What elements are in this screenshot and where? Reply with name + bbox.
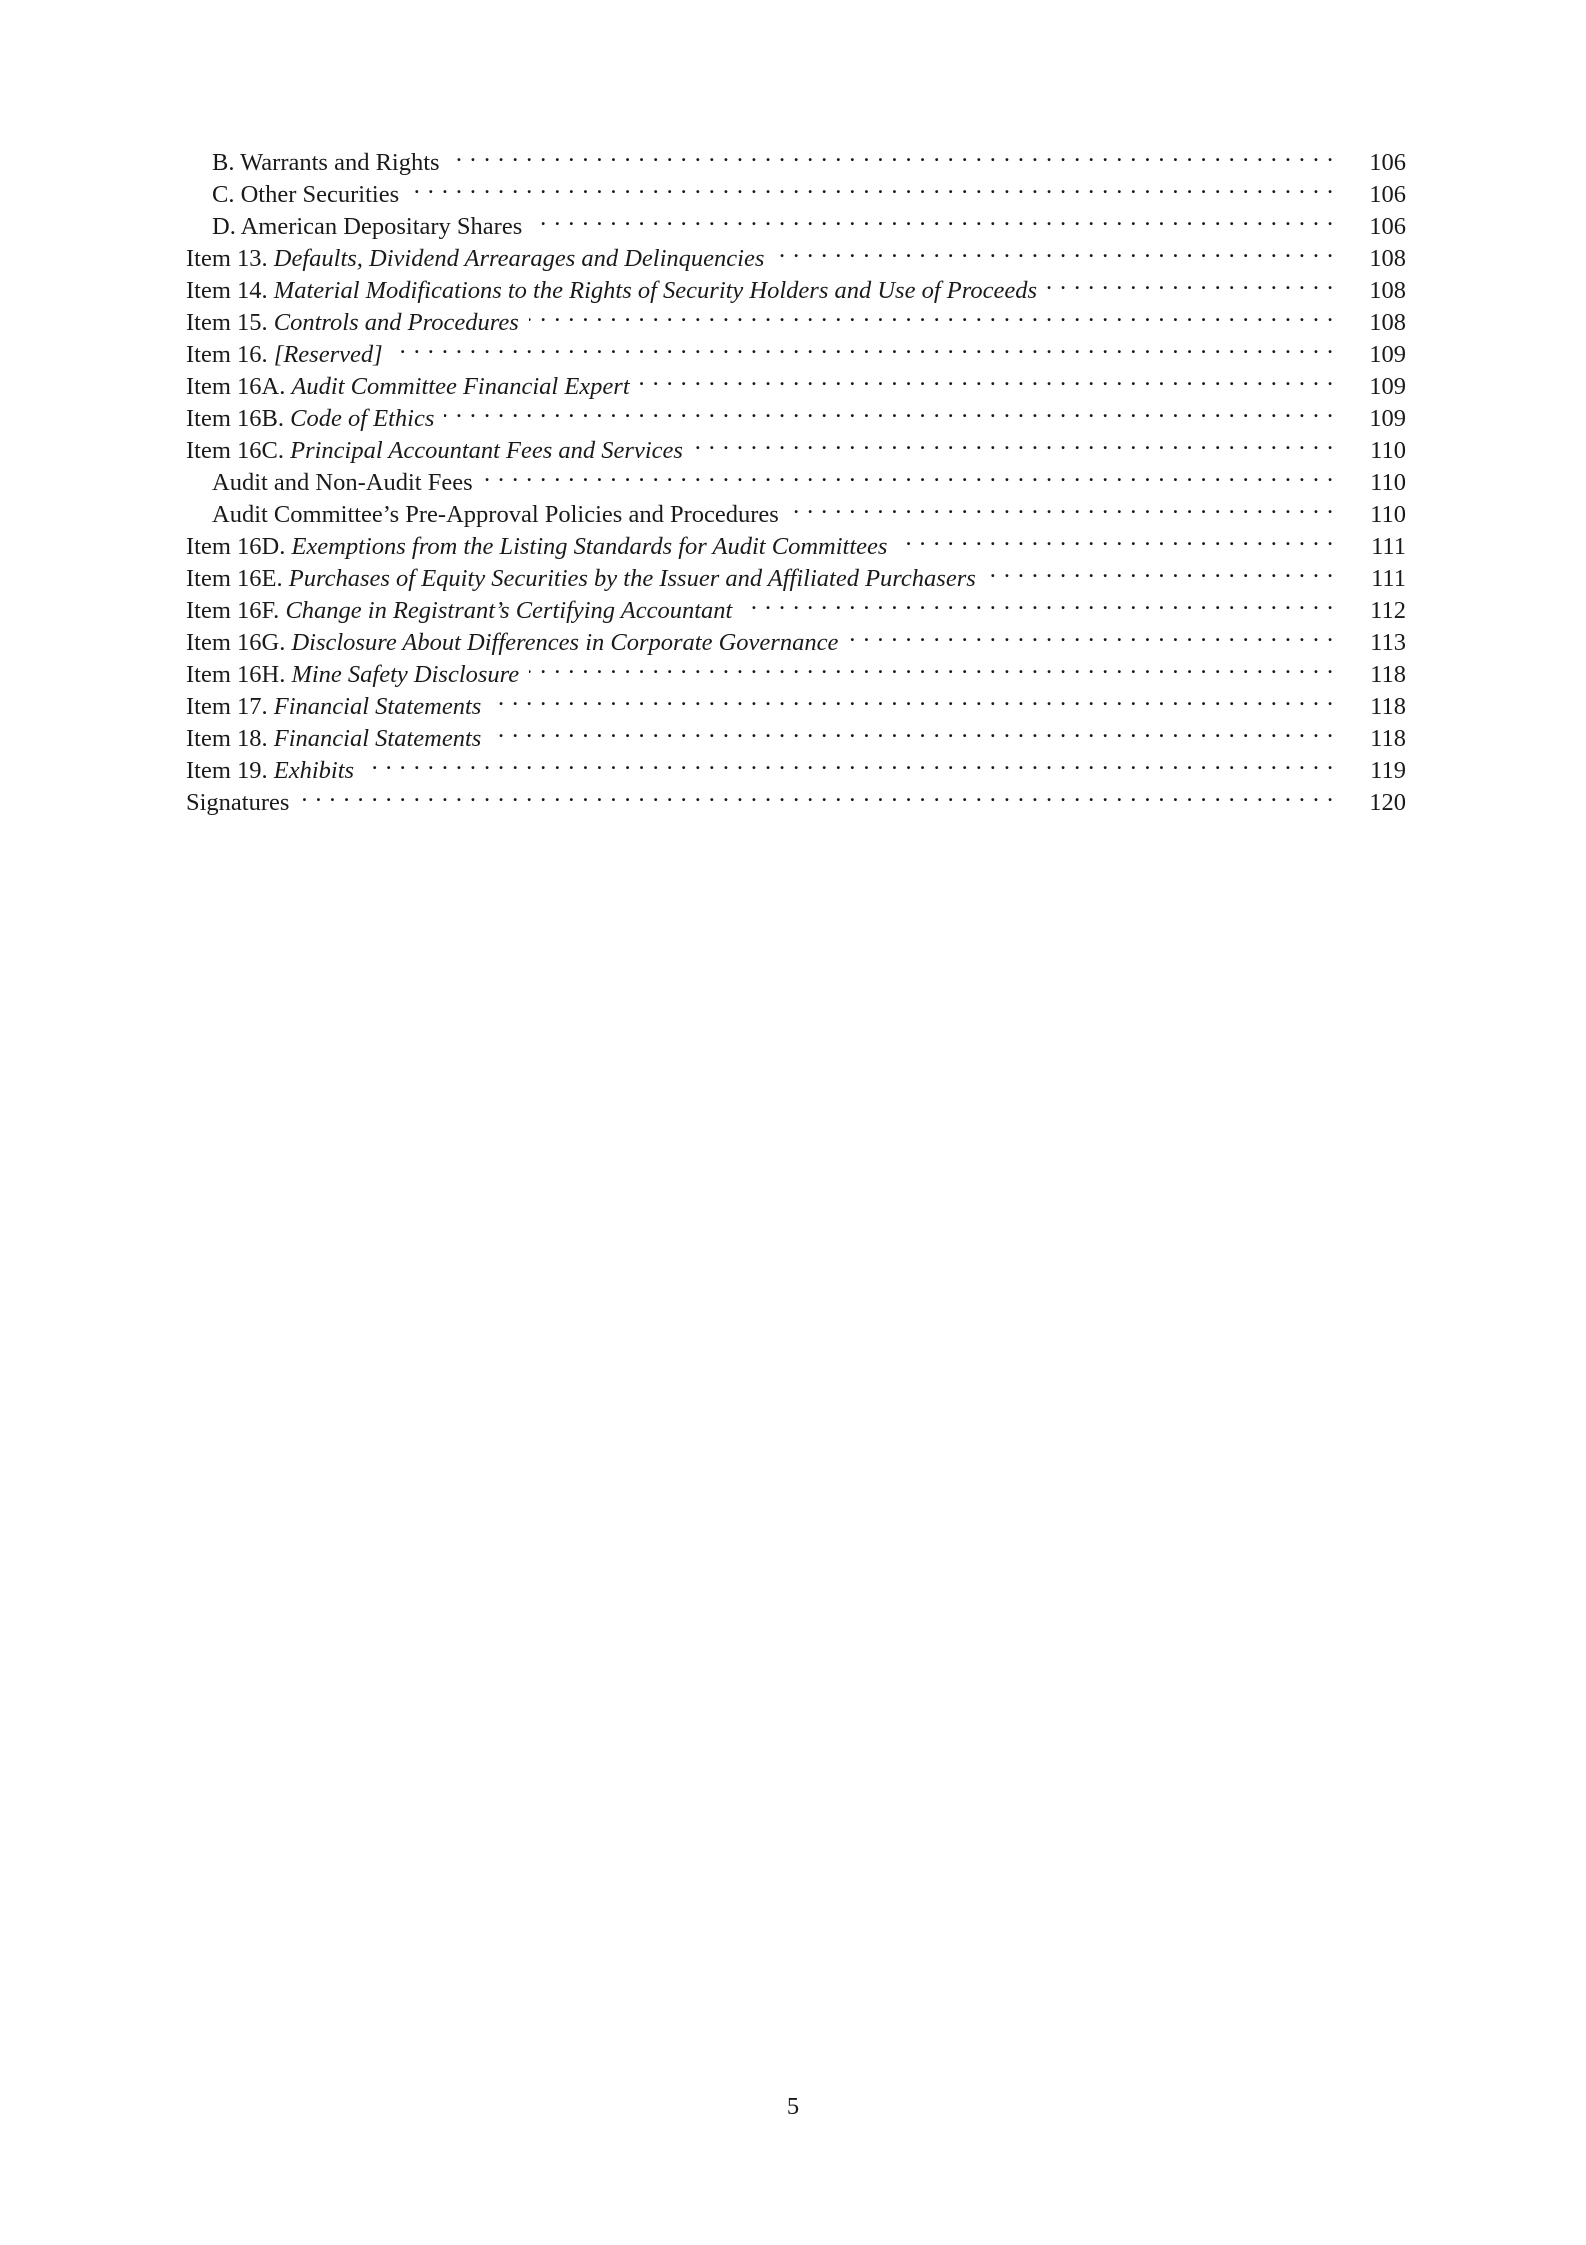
toc-entry-page-number: 113 xyxy=(1370,629,1406,656)
dot-leader xyxy=(491,682,1334,714)
dot-leader xyxy=(393,330,1334,362)
toc-entry-page-number: 106 xyxy=(1369,213,1406,240)
dot-leader xyxy=(774,234,1334,266)
toc-entry-page-number: 118 xyxy=(1370,661,1406,688)
toc-entry-prefix: Item 16H. xyxy=(186,661,292,688)
toc-entry-page-number: 111 xyxy=(1371,533,1406,560)
toc-entry-prefix: Audit and Non-Audit Fees xyxy=(212,469,473,496)
toc-entry-title: Material Modifications to the Rights of Security Holders and Use of Proceeds xyxy=(273,277,1038,304)
toc-entry-title: Exemptions from the Listing Standards for Audit Committees xyxy=(291,533,888,560)
toc-entry-title: [Reserved] xyxy=(273,341,383,368)
toc-entry-prefix: Item 13. xyxy=(186,245,274,272)
toc-entry-page-number: 109 xyxy=(1369,373,1406,400)
toc-entry-prefix: Item 16E. xyxy=(186,565,289,592)
dot-leader xyxy=(693,426,1334,458)
toc-entry-label xyxy=(186,691,491,723)
toc-entry-page-number: 109 xyxy=(1369,405,1406,432)
toc-entry-prefix: Item 18. xyxy=(186,725,274,752)
toc-entry-page-number: 108 xyxy=(1369,309,1406,336)
toc-entry-title: Code of Ethics xyxy=(290,405,435,432)
toc-entry-prefix: Item 16D. xyxy=(186,533,292,560)
dot-leader xyxy=(640,362,1334,394)
toc-entry-signatures[interactable] xyxy=(186,778,1406,816)
toc-entry-label xyxy=(186,211,532,243)
toc-entry-item-19[interactable] xyxy=(186,746,1406,784)
toc-entry-page-number: 110 xyxy=(1370,501,1406,528)
toc-entry-prefix: Item 16C. xyxy=(186,437,291,464)
toc-entry-page-number: 106 xyxy=(1369,181,1406,208)
toc-entry-title: Disclosure About Differences in Corporate Governance xyxy=(291,629,839,656)
toc-entry-title: Audit Committee Financial Expert xyxy=(291,373,630,400)
toc-entry-page-number: 118 xyxy=(1370,725,1406,752)
toc-entry-page-number: 110 xyxy=(1370,469,1406,496)
toc-entry-warrants-and-rights[interactable] xyxy=(186,138,1406,176)
toc-entry-title: Defaults, Dividend Arrearages and Delinquencies xyxy=(273,245,765,272)
toc-entry-title: Change in Registrant’s Certifying Accountant xyxy=(285,597,733,624)
toc-entry-label xyxy=(186,403,444,435)
toc-entry-page-number: 109 xyxy=(1369,341,1406,368)
table-of-contents xyxy=(186,138,1406,816)
toc-entry-prefix: Item 16. xyxy=(186,341,274,368)
dot-leader xyxy=(529,298,1334,330)
toc-entry-label xyxy=(186,243,774,275)
toc-entry-prefix: D. American Depositary Shares xyxy=(212,213,523,240)
toc-entry-prefix: B. Warrants and Rights xyxy=(212,149,440,176)
toc-entry-title: Exhibits xyxy=(273,757,355,784)
dot-leader xyxy=(364,746,1334,778)
toc-entry-page-number: 118 xyxy=(1370,693,1406,720)
dot-leader xyxy=(789,490,1334,522)
toc-entry-title: Financial Statements xyxy=(273,725,482,752)
toc-entry-prefix: C. Other Securities xyxy=(212,181,400,208)
toc-entry-prefix: Item 19. xyxy=(186,757,274,784)
toc-entry-page-number: 119 xyxy=(1370,757,1406,784)
dot-leader xyxy=(742,586,1334,618)
toc-entry-page-number: 108 xyxy=(1369,245,1406,272)
toc-entry-label xyxy=(186,499,789,531)
dot-leader xyxy=(848,618,1334,650)
dot-leader xyxy=(483,458,1334,490)
toc-entry-prefix: Item 16B. xyxy=(186,405,291,432)
toc-entry-prefix: Item 16G. xyxy=(186,629,292,656)
toc-entry-prefix: Audit Committee’s Pre-Approval Policies and Procedures xyxy=(212,501,779,528)
toc-entry-title: Controls and Procedures xyxy=(273,309,519,336)
toc-entry-label xyxy=(186,531,897,563)
dot-leader xyxy=(491,714,1334,746)
toc-entry-page-number: 108 xyxy=(1369,277,1406,304)
toc-entry-prefix: Item 16F. xyxy=(186,597,286,624)
toc-entry-page-number: 111 xyxy=(1371,565,1406,592)
dot-leader xyxy=(532,202,1334,234)
dot-leader xyxy=(1047,266,1334,298)
toc-entry-label xyxy=(186,595,742,627)
dot-leader xyxy=(450,138,1334,170)
toc-entry-page-number: 110 xyxy=(1370,437,1406,464)
toc-entry-title: Financial Statements xyxy=(273,693,482,720)
toc-entry-title: Mine Safety Disclosure xyxy=(291,661,520,688)
toc-entry-label xyxy=(186,179,409,211)
toc-entry-label xyxy=(186,787,299,819)
dot-leader xyxy=(986,554,1334,586)
dot-leader xyxy=(409,170,1334,202)
toc-entry-page-number: 120 xyxy=(1369,789,1406,816)
dot-leader xyxy=(444,394,1334,426)
toc-entry-prefix: Item 15. xyxy=(186,309,274,336)
dot-leader xyxy=(299,778,1334,810)
toc-entry-page-number: 106 xyxy=(1369,149,1406,176)
page-number: 5 xyxy=(786,2093,800,2120)
dot-leader xyxy=(529,650,1334,682)
toc-entry-prefix: Item 16A. xyxy=(186,373,292,400)
toc-entry-label xyxy=(186,339,393,371)
toc-entry-prefix: Item 14. xyxy=(186,277,274,304)
toc-entry-label xyxy=(186,467,483,499)
toc-entry-page-number: 112 xyxy=(1370,597,1406,624)
toc-entry-title: Purchases of Equity Securities by the Issuer and Affiliated Purchasers xyxy=(288,565,976,592)
toc-entry-prefix: Signatures xyxy=(186,789,290,816)
dot-leader xyxy=(897,522,1334,554)
toc-entry-label xyxy=(186,659,529,691)
toc-entry-title: Principal Accountant Fees and Services xyxy=(290,437,683,464)
toc-entry-prefix: Item 17. xyxy=(186,693,274,720)
